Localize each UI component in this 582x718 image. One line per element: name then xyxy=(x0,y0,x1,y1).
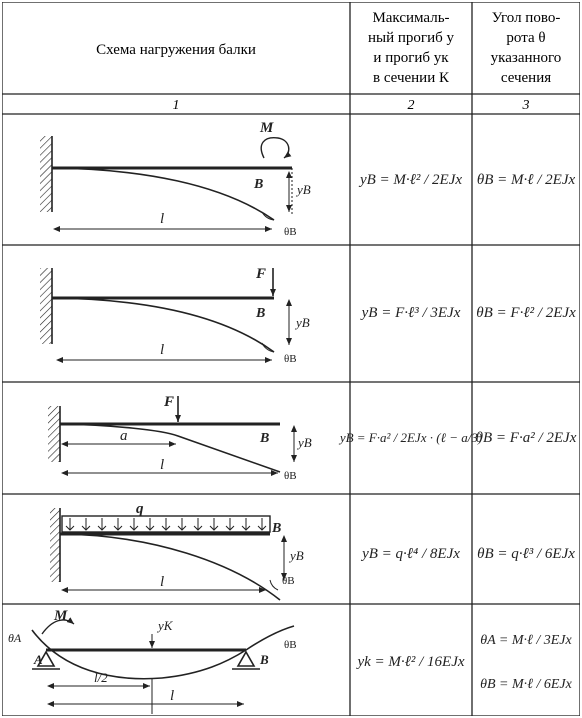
load-label: q xyxy=(136,501,144,517)
fixed-wall xyxy=(40,136,52,212)
angle-formula: θB = M·ℓ / 2EJx xyxy=(476,172,576,188)
load-label: F xyxy=(256,266,267,282)
column-number-2: 2 xyxy=(407,98,415,113)
span-label: l xyxy=(160,211,165,227)
deflection-formula: yB = F·ℓ³ / 3EJx xyxy=(361,305,461,321)
header-col1: Схема нагружения балки xyxy=(96,42,256,58)
angle-label: θB xyxy=(282,575,295,587)
column-number-3: 3 xyxy=(522,98,530,113)
point-label: B xyxy=(272,521,282,536)
angle-label: θB xyxy=(284,470,297,482)
angle-formula: θB = q·ℓ³ / 6EJx xyxy=(477,546,575,562)
span-label: l xyxy=(160,457,165,473)
span-label: l xyxy=(160,574,165,590)
right-support-label: B xyxy=(260,652,269,667)
point-label: B xyxy=(254,177,264,192)
header-col2 xyxy=(368,10,454,86)
deflection-label: yB xyxy=(298,435,312,450)
header-col3-line: указанного xyxy=(490,50,562,66)
angle-formula: θB = F·a² / 2EJx xyxy=(475,430,577,446)
deflection-label: yB xyxy=(296,315,310,330)
left-support-label: A xyxy=(34,652,43,667)
point-label: B xyxy=(260,431,270,446)
header-col3-line: сечения xyxy=(500,70,552,86)
angle-label: θB xyxy=(284,353,297,365)
load-label: F xyxy=(164,394,175,410)
deflection-label: yK xyxy=(158,618,173,633)
angle-formula-a: θA = M·ℓ / 3EJx xyxy=(480,633,572,648)
load-label: M xyxy=(260,120,274,136)
deflection-formula: yk = M·ℓ² / 16EJx xyxy=(357,654,465,670)
fixed-wall xyxy=(40,268,52,344)
header-col3-line: Угол пово- xyxy=(491,10,561,26)
right-angle-label: θB xyxy=(284,639,297,651)
deflection-formula: yB = F·a² / 2EJx · (ℓ − a/3) xyxy=(339,430,483,445)
left-angle-label: θA xyxy=(8,631,22,645)
angle-formula: θB = F·ℓ² / 2EJx xyxy=(476,305,576,321)
deflection-label: yB xyxy=(297,182,311,197)
header-col2-line: и прогиб yк xyxy=(373,50,449,66)
header-col2-line: Максималь- xyxy=(372,10,450,26)
column-number-1: 1 xyxy=(172,98,180,113)
beam-table xyxy=(2,2,580,716)
distributed-load-arrows xyxy=(66,518,266,530)
diagram-row-2 xyxy=(40,268,289,360)
header-col3 xyxy=(491,10,562,86)
half-span-label: l/2 xyxy=(94,670,108,685)
span-label: l xyxy=(170,688,175,704)
fixed-wall xyxy=(50,508,60,582)
load-label: M xyxy=(54,608,68,624)
deflection-formula: yB = M·ℓ² / 2EJx xyxy=(359,172,463,188)
header-col2-line: ный прогиб y xyxy=(368,30,454,46)
header-col3-line: рота θ xyxy=(506,30,546,46)
diagram-row-5 xyxy=(32,620,294,714)
header-col2-line: в сечении К xyxy=(373,70,449,86)
angle-formula-b: θB = M·ℓ / 6EJx xyxy=(480,677,572,692)
span-label: l xyxy=(160,342,165,358)
deflection-label: yB xyxy=(290,548,304,563)
point-label: B xyxy=(256,306,266,321)
angle-label: θB xyxy=(284,226,297,238)
fixed-wall xyxy=(48,406,60,462)
deflection-formula: yB = q·ℓ⁴ / 8EJx xyxy=(362,546,460,562)
diagram-row-4 xyxy=(50,508,284,600)
sub-span-label: a xyxy=(120,428,128,444)
